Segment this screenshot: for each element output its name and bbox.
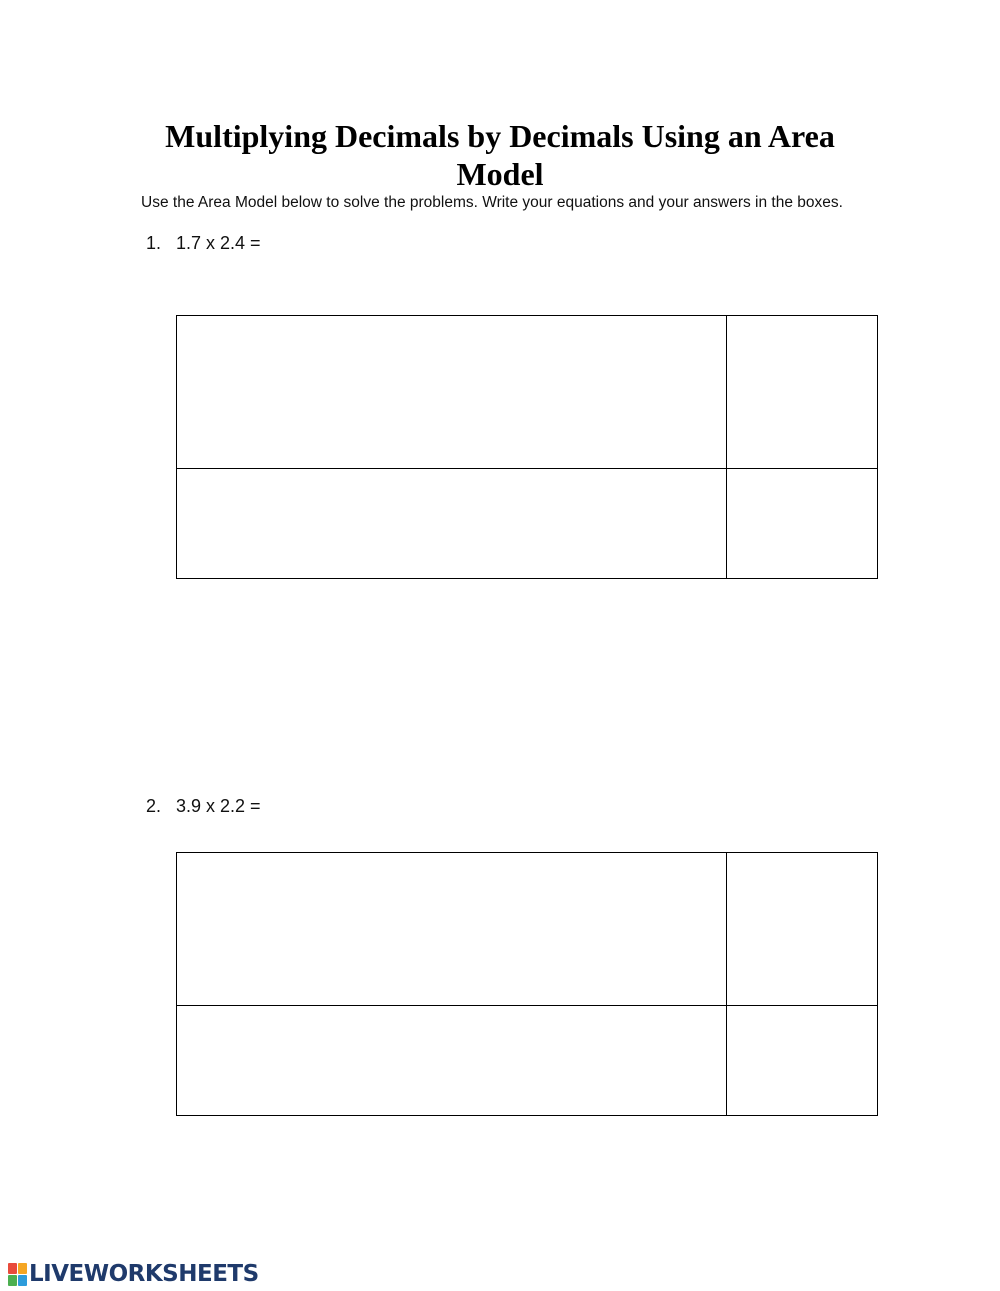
page-title-line-1: Multiplying Decimals by Decimals Using an Area [165, 118, 835, 154]
area-model-cell-top-right[interactable] [727, 316, 877, 468]
logo-square [18, 1263, 27, 1274]
logo-square [18, 1275, 27, 1286]
problem-number: 2. [146, 796, 162, 816]
area-model-cell-top-left[interactable] [177, 316, 726, 468]
problem-expression: 3.9 x 2.2 = [176, 796, 261, 816]
problem-1 [146, 232, 261, 254]
problem-expression: 1.7 x 2.4 = [176, 233, 261, 253]
logo-square [8, 1263, 17, 1274]
area-model-cell-bottom-right[interactable] [727, 1006, 877, 1115]
area-model-divider-vertical [726, 853, 727, 1115]
area-model-cell-bottom-right[interactable] [727, 469, 877, 578]
logo-square [8, 1275, 17, 1286]
area-model-divider-horizontal [177, 468, 877, 469]
area-model-cell-bottom-left[interactable] [177, 469, 726, 578]
area-model-divider-horizontal [177, 1005, 877, 1006]
instructions-text: Use the Area Model below to solve the problems. Write your equations and your answers in the boxes. [141, 194, 843, 211]
problem-number: 1. [146, 233, 162, 253]
liveworksheets-logo [8, 1261, 259, 1287]
liveworksheets-logo-icon [8, 1263, 27, 1286]
area-model-cell-bottom-left[interactable] [177, 1006, 726, 1115]
area-model-divider-vertical [726, 316, 727, 578]
area-model-cell-top-left[interactable] [177, 853, 726, 1005]
logo-text: LIVEWORKSHEETS [29, 1261, 259, 1287]
area-model-cell-top-right[interactable] [727, 853, 877, 1005]
area-model-1 [176, 315, 878, 579]
area-model-2 [176, 852, 878, 1116]
page-title-line-2: Model [456, 156, 544, 192]
page-title [0, 117, 1000, 193]
problem-2 [146, 795, 261, 817]
